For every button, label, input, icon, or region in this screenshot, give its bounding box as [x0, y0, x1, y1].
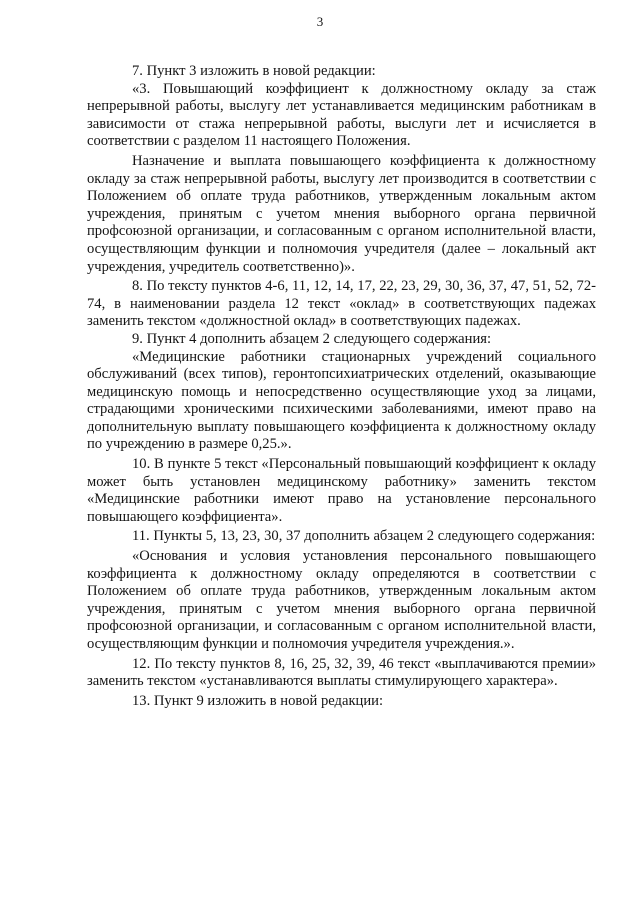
paragraph-13: 13. Пункт 9 изложить в новой редакции:	[132, 692, 384, 709]
paragraph-10: 10. В пункте 5 текст «Персональный повышающий коэффициент к окладу может быть установлен медицинскому работнику» заменить текстом «Медицинские работники имеют право на установление персонального повышающего коэффициента».	[87, 456, 596, 525]
paragraph-9-quote: «Медицинские работники стационарных учреждений социального обслуживаний (всех типов), геронтопсихиатрических отделений, оказывающие медицинскую помощь и непосредственно осуществляющие уход за лицами, страдающими хроническими психическими заболеваниями, имеют право на дополнительную выплату повышающего коэффициента к должностному окладу по учреждению в размере 0,25.».	[87, 348, 596, 453]
document-body	[87, 63, 596, 710]
paragraph-7: 7. Пункт 3 изложить в новой редакции:	[132, 63, 376, 79]
page-number: 3	[316, 14, 324, 29]
paragraph-7-quote: «3. Повышающий коэффициент к должностному окладу за стаж непрерывной работы, выслугу лет устанавливается медицинским работникам в зависимости от стажа непрерывной работы, выслуги лет и исчисляется в соответствии с разделом 11 настоящего Положения.	[87, 80, 596, 150]
paragraph-9: 9. Пункт 4 дополнить абзацем 2 следующего содержания:	[132, 330, 492, 347]
paragraph-12: 12. По тексту пунктов 8, 16, 25, 32, 39, 46 текст «выплачиваются премии» заменить текстом «устанавливаются выплаты стимулирующего характера».	[87, 655, 596, 690]
paragraph-8: 8. По тексту пунктов 4-6, 11, 12, 14, 17, 22, 23, 29, 30, 36, 37, 47, 51, 52, 72-74, в наименовании раздела 12 текст «оклад» в соответствующих падежах заменить текстом «должностной оклад» в соответствующих падежах.	[87, 278, 596, 330]
paragraph-11: 11. Пункты 5, 13, 23, 30, 37 дополнить абзацем 2 следующего содержания:	[132, 528, 596, 545]
paragraph-11-quote: «Основания и условия установления персонального повышающего коэффициента к должностному окладу определяются в соответствии с Положением об оплате труда работников, утвержденным локальным актом учреждения, принятым с учетом мнения выборного органа первичной профсоюзной организации, и согласованным с органом исполнительной власти, осуществляющим функции и полномочия учредителя учреждения.».	[87, 548, 596, 652]
paragraph-7-continued: Назначение и выплата повышающего коэффициента к должностному окладу за стаж непрерывной работы, выслугу лет производится в соответствии с Положением об оплате труда работников, утвержденным локальным актом учреждения, принятым с учетом мнения выборного органа первичной профсоюзной организации, и согласованным с органом исполнительной власти, осуществляющим функции и полномочия учредителя (далее – локальный акт учреждения, учредитель соответственно)».	[87, 152, 596, 275]
